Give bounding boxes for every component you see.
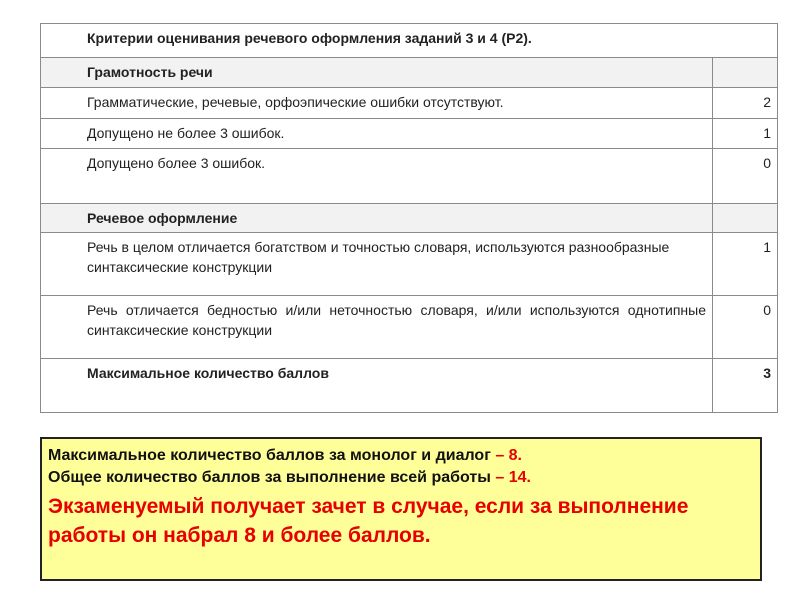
max-score-label: Максимальное количество баллов <box>41 359 713 413</box>
section-heading-speech: Речевое оформление <box>41 204 713 233</box>
criterion-text: Грамматические, речевые, орфоэпические ошибки отсутствуют. <box>41 88 713 119</box>
total-score-line <box>48 467 760 489</box>
max-dialog-monologue-value: – 8. <box>495 447 522 464</box>
table-row <box>41 88 778 119</box>
criterion-text: Речь отличается бедностью и/или неточностью словаря, и/или используются однотипные синтаксические конструкции <box>41 296 713 359</box>
section-heading-literacy: Грамотность речи <box>41 58 713 88</box>
criterion-text: Допущено не более 3 ошибок. <box>41 119 713 149</box>
max-score-value: 3 <box>713 359 778 413</box>
summary-note <box>40 437 762 581</box>
criterion-score: 2 <box>713 88 778 119</box>
criterion-text: Допущено более 3 ошибок. <box>41 149 713 204</box>
pass-condition-text: Экзаменуемый получает зачет в случае, если за выполнение работы он набрал 8 и более баллов. <box>48 495 689 547</box>
criterion-score: 1 <box>713 119 778 149</box>
max-dialog-monologue-line <box>48 445 760 467</box>
total-score-text: Общее количество баллов за выполнение всей работы <box>48 469 496 486</box>
criterion-text: Речь в целом отличается богатством и точностью словаря, используются разнообразные синтаксические конструкции <box>41 233 713 296</box>
total-score-value: – 14. <box>495 469 531 486</box>
table-row <box>41 149 778 204</box>
criterion-score: 0 <box>713 296 778 359</box>
section-heading-score-cell <box>713 204 778 233</box>
table-row <box>41 296 778 359</box>
max-dialog-monologue-text: Максимальное количество баллов за монолог и диалог <box>48 447 496 464</box>
table-row <box>41 119 778 149</box>
criterion-score: 0 <box>713 149 778 204</box>
criteria-table <box>40 23 778 413</box>
table-title: Критерии оценивания речевого оформления заданий 3 и 4 (Р2). <box>41 24 778 58</box>
criterion-score: 1 <box>713 233 778 296</box>
section-heading-score-cell <box>713 58 778 88</box>
table-row <box>41 233 778 296</box>
